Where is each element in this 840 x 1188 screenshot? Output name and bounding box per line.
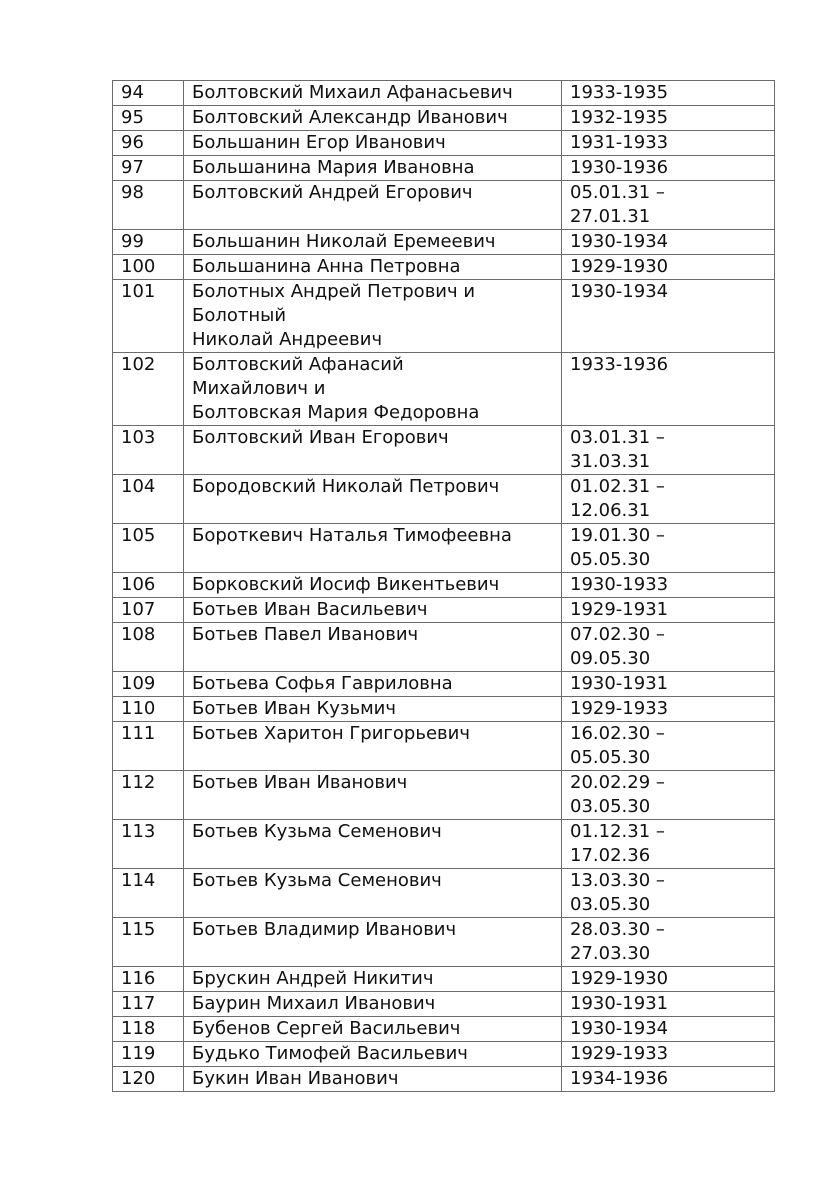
row-number: 104 [113, 475, 184, 524]
table-row [113, 967, 775, 992]
row-number: 120 [113, 1067, 184, 1092]
person-name: Ботьев Кузьма Семенович [184, 820, 562, 869]
person-name: Борковский Иосиф Викентьевич [184, 573, 562, 598]
period-dates: 1934-1936 [562, 1067, 775, 1092]
table-row [113, 156, 775, 181]
table-row [113, 697, 775, 722]
period-dates: 1933-1936 [562, 353, 775, 426]
person-name: Бубенов Сергей Васильевич [184, 1017, 562, 1042]
person-name: Ботьев Владимир Иванович [184, 918, 562, 967]
person-name: Брускин Андрей Никитич [184, 967, 562, 992]
person-name: Будько Тимофей Васильевич [184, 1042, 562, 1067]
row-number: 107 [113, 598, 184, 623]
table-row [113, 280, 775, 353]
table-row [113, 918, 775, 967]
period-dates: 1932-1935 [562, 106, 775, 131]
period-dates: 1931-1933 [562, 131, 775, 156]
table-row [113, 255, 775, 280]
row-number: 116 [113, 967, 184, 992]
person-name: Болтовский Андрей Егорович [184, 181, 562, 230]
row-number: 97 [113, 156, 184, 181]
period-dates: 1929-1931 [562, 598, 775, 623]
person-name: Ботьева Софья Гавриловна [184, 672, 562, 697]
period-dates: 03.01.31 – 31.03.31 [562, 426, 775, 475]
row-number: 108 [113, 623, 184, 672]
row-number: 102 [113, 353, 184, 426]
table-row [113, 131, 775, 156]
table-row [113, 1067, 775, 1092]
table-row [113, 992, 775, 1017]
table-row [113, 106, 775, 131]
row-number: 95 [113, 106, 184, 131]
person-name: Большанин Николай Еремеевич [184, 230, 562, 255]
registry-table [112, 80, 775, 1092]
row-number: 100 [113, 255, 184, 280]
row-number: 94 [113, 81, 184, 106]
person-name: Ботьев Павел Иванович [184, 623, 562, 672]
period-dates: 1930-1931 [562, 672, 775, 697]
person-name: Ботьев Кузьма Семенович [184, 869, 562, 918]
table-row [113, 475, 775, 524]
person-name: Болтовский Михаил Афанасьевич [184, 81, 562, 106]
row-number: 106 [113, 573, 184, 598]
period-dates: 16.02.30 – 05.05.30 [562, 722, 775, 771]
table-row [113, 181, 775, 230]
row-number: 98 [113, 181, 184, 230]
row-number: 103 [113, 426, 184, 475]
table-row [113, 1017, 775, 1042]
table-row [113, 598, 775, 623]
row-number: 101 [113, 280, 184, 353]
period-dates: 13.03.30 – 03.05.30 [562, 869, 775, 918]
row-number: 113 [113, 820, 184, 869]
period-dates: 19.01.30 – 05.05.30 [562, 524, 775, 573]
row-number: 99 [113, 230, 184, 255]
period-dates: 01.02.31 – 12.06.31 [562, 475, 775, 524]
row-number: 110 [113, 697, 184, 722]
person-name: Баурин Михаил Иванович [184, 992, 562, 1017]
person-name: Ботьев Иван Иванович [184, 771, 562, 820]
table-row [113, 869, 775, 918]
period-dates: 28.03.30 – 27.03.30 [562, 918, 775, 967]
row-number: 114 [113, 869, 184, 918]
table-row [113, 524, 775, 573]
person-name: Болтовский Афанасий Михайлович и Болтовская Мария Федоровна [184, 353, 562, 426]
period-dates: 05.01.31 – 27.01.31 [562, 181, 775, 230]
period-dates: 20.02.29 – 03.05.30 [562, 771, 775, 820]
period-dates: 1929-1930 [562, 255, 775, 280]
table-row [113, 230, 775, 255]
person-name: Болотных Андрей Петрович и Болотный Николай Андреевич [184, 280, 562, 353]
table-row [113, 672, 775, 697]
row-number: 111 [113, 722, 184, 771]
table-row [113, 1042, 775, 1067]
period-dates: 1930-1931 [562, 992, 775, 1017]
table-row [113, 353, 775, 426]
table-row [113, 771, 775, 820]
row-number: 115 [113, 918, 184, 967]
person-name: Большанина Анна Петровна [184, 255, 562, 280]
row-number: 112 [113, 771, 184, 820]
person-name: Бородовский Николай Петрович [184, 475, 562, 524]
period-dates: 1929-1933 [562, 697, 775, 722]
period-dates: 07.02.30 – 09.05.30 [562, 623, 775, 672]
person-name: Болтовский Александр Иванович [184, 106, 562, 131]
person-name: Бороткевич Наталья Тимофеевна [184, 524, 562, 573]
period-dates: 1930-1934 [562, 1017, 775, 1042]
person-name: Ботьев Иван Васильевич [184, 598, 562, 623]
period-dates: 1930-1934 [562, 230, 775, 255]
person-name: Ботьев Иван Кузьмич [184, 697, 562, 722]
table-row [113, 623, 775, 672]
table-row [113, 426, 775, 475]
period-dates: 1930-1934 [562, 280, 775, 353]
row-number: 96 [113, 131, 184, 156]
period-dates: 1933-1935 [562, 81, 775, 106]
table-row [113, 722, 775, 771]
period-dates: 1930-1933 [562, 573, 775, 598]
period-dates: 01.12.31 – 17.02.36 [562, 820, 775, 869]
table-row [113, 820, 775, 869]
person-name: Болтовский Иван Егорович [184, 426, 562, 475]
row-number: 119 [113, 1042, 184, 1067]
person-name: Букин Иван Иванович [184, 1067, 562, 1092]
period-dates: 1929-1933 [562, 1042, 775, 1067]
person-name: Большанина Мария Ивановна [184, 156, 562, 181]
row-number: 105 [113, 524, 184, 573]
person-name: Большанин Егор Иванович [184, 131, 562, 156]
row-number: 109 [113, 672, 184, 697]
period-dates: 1930-1936 [562, 156, 775, 181]
table-row [113, 81, 775, 106]
table-row [113, 573, 775, 598]
person-name: Ботьев Харитон Григорьевич [184, 722, 562, 771]
row-number: 117 [113, 992, 184, 1017]
registry-table-body [113, 81, 775, 1092]
row-number: 118 [113, 1017, 184, 1042]
period-dates: 1929-1930 [562, 967, 775, 992]
